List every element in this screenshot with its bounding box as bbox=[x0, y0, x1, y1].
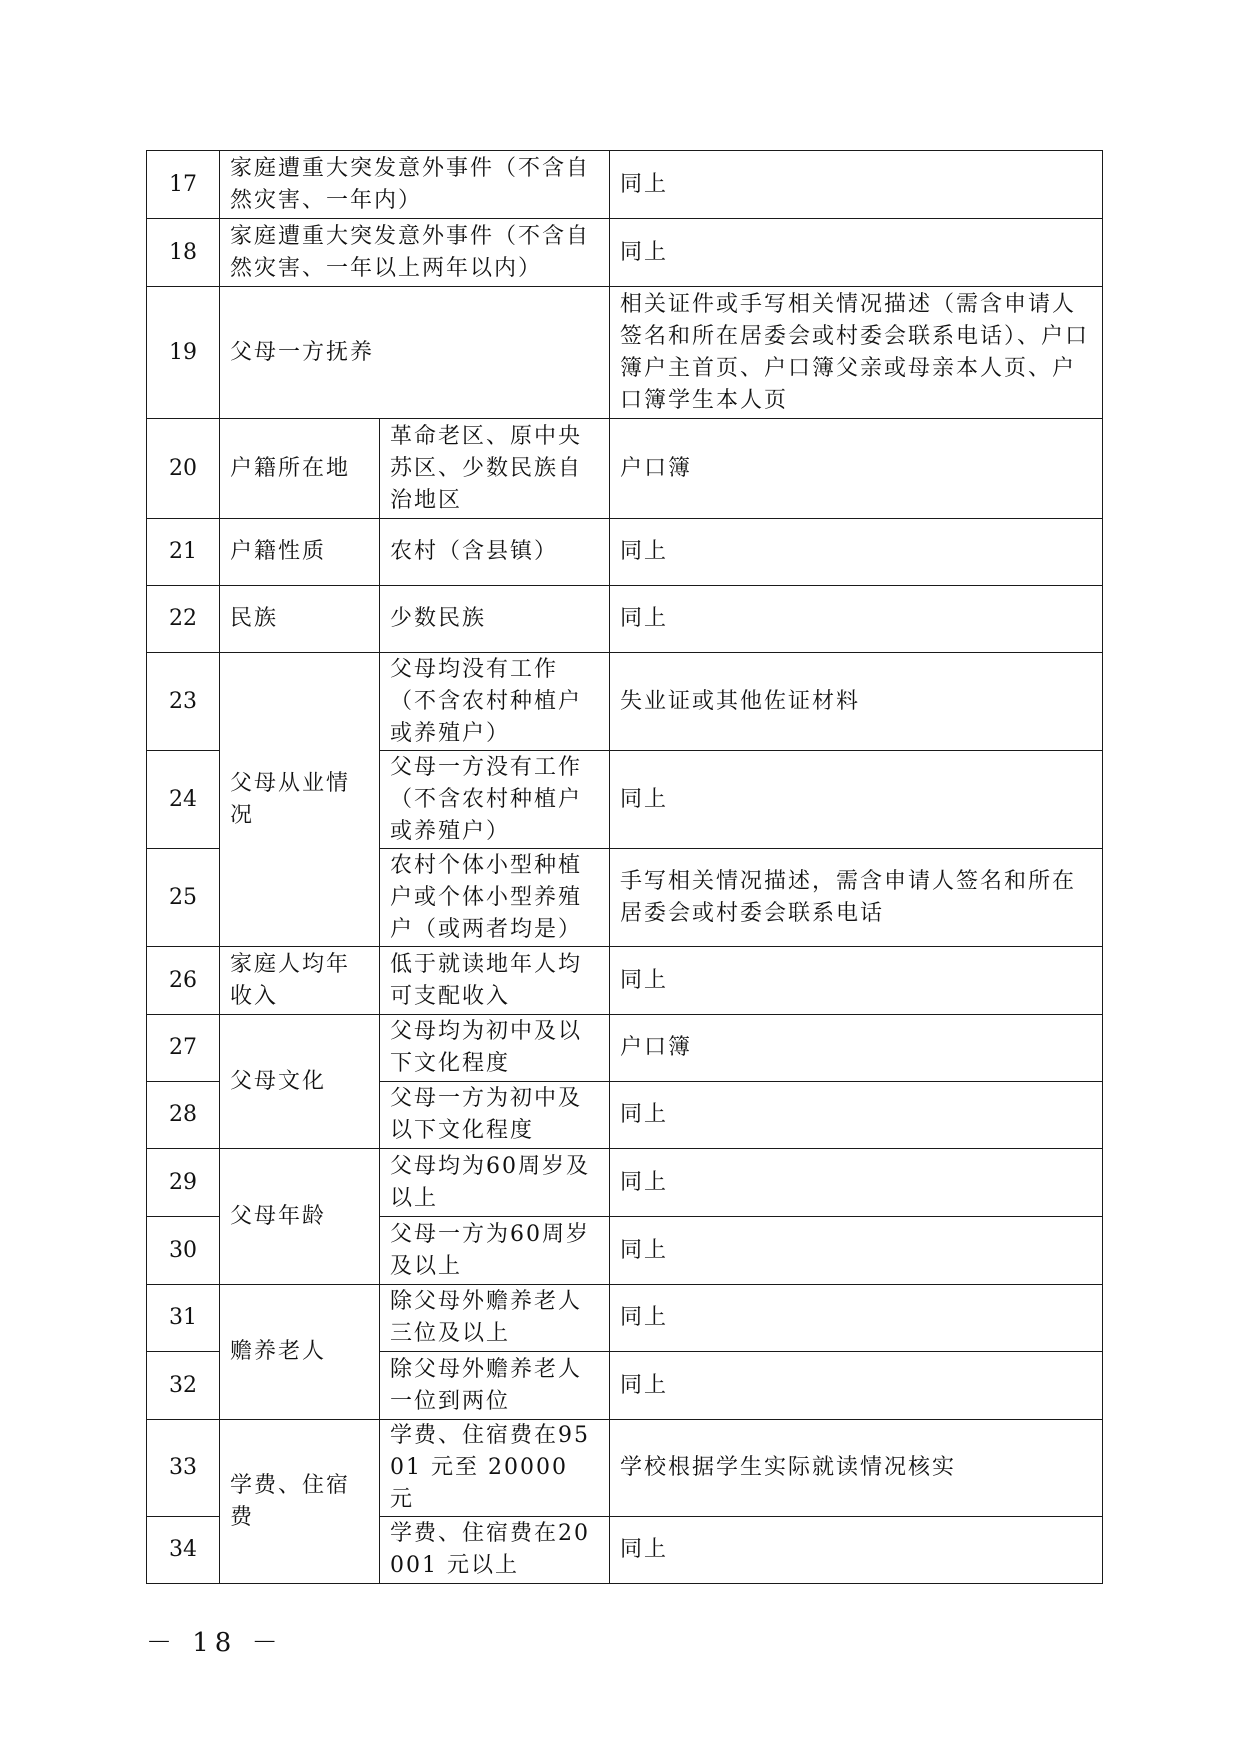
category-cell: 户籍性质 bbox=[220, 519, 380, 586]
category-cell: 学费、住宿费 bbox=[220, 1420, 380, 1584]
requirements-table bbox=[146, 150, 1103, 1584]
condition-cell: 父母一方为初中及以下文化程度 bbox=[380, 1082, 610, 1149]
table-row bbox=[147, 1285, 1103, 1352]
proof-cell: 同上 bbox=[610, 219, 1103, 287]
proof-cell: 同上 bbox=[610, 751, 1103, 849]
condition-cell: 父母均为60周岁及以上 bbox=[380, 1149, 610, 1217]
row-number: 30 bbox=[147, 1217, 220, 1285]
proof-cell: 学校根据学生实际就读情况核实 bbox=[610, 1420, 1103, 1517]
row-number: 24 bbox=[147, 751, 220, 849]
row-number: 29 bbox=[147, 1149, 220, 1217]
row-number: 21 bbox=[147, 519, 220, 586]
condition-cell: 除父母外赡养老人一位到两位 bbox=[380, 1352, 610, 1420]
category-cell: 父母年龄 bbox=[220, 1149, 380, 1285]
table-row bbox=[147, 653, 1103, 751]
condition-cell: 学费、住宿费在20001 元以上 bbox=[380, 1517, 610, 1584]
category-cell: 父母从业情况 bbox=[220, 653, 380, 947]
row-number: 18 bbox=[147, 219, 220, 287]
condition-cell: 农村（含县镇） bbox=[380, 519, 610, 586]
table-row bbox=[147, 1015, 1103, 1082]
table-row bbox=[147, 1149, 1103, 1217]
table-row bbox=[147, 1420, 1103, 1517]
condition-cell: 少数民族 bbox=[380, 586, 610, 653]
item-cell: 父母一方抚养 bbox=[220, 287, 610, 419]
row-number: 33 bbox=[147, 1420, 220, 1517]
row-number: 27 bbox=[147, 1015, 220, 1082]
proof-cell: 同上 bbox=[610, 1149, 1103, 1217]
table-row bbox=[147, 419, 1103, 519]
row-number: 34 bbox=[147, 1517, 220, 1584]
row-number: 17 bbox=[147, 151, 220, 219]
table-row bbox=[147, 151, 1103, 219]
row-number: 28 bbox=[147, 1082, 220, 1149]
condition-cell: 除父母外赡养老人三位及以上 bbox=[380, 1285, 610, 1352]
row-number: 32 bbox=[147, 1352, 220, 1420]
proof-cell: 同上 bbox=[610, 1352, 1103, 1420]
proof-cell: 同上 bbox=[610, 1517, 1103, 1584]
row-number: 23 bbox=[147, 653, 220, 751]
proof-cell: 同上 bbox=[610, 151, 1103, 219]
table-row bbox=[147, 519, 1103, 586]
category-cell: 户籍所在地 bbox=[220, 419, 380, 519]
row-number: 31 bbox=[147, 1285, 220, 1352]
condition-cell: 革命老区、原中央苏区、少数民族自治地区 bbox=[380, 419, 610, 519]
table-row bbox=[147, 219, 1103, 287]
proof-cell: 同上 bbox=[610, 1082, 1103, 1149]
row-number: 20 bbox=[147, 419, 220, 519]
category-cell: 赡养老人 bbox=[220, 1285, 380, 1420]
row-number: 19 bbox=[147, 287, 220, 419]
condition-cell: 父母一方没有工作（不含农村种植户或养殖户） bbox=[380, 751, 610, 849]
proof-cell: 同上 bbox=[610, 519, 1103, 586]
condition-cell: 父母一方为60周岁及以上 bbox=[380, 1217, 610, 1285]
table-row bbox=[147, 287, 1103, 419]
row-number: 26 bbox=[147, 947, 220, 1015]
table-row bbox=[147, 947, 1103, 1015]
page-number: － 18 － bbox=[146, 1628, 284, 1658]
category-cell: 父母文化 bbox=[220, 1015, 380, 1149]
proof-cell: 失业证或其他佐证材料 bbox=[610, 653, 1103, 751]
condition-cell: 父母均没有工作（不含农村种植户或养殖户） bbox=[380, 653, 610, 751]
item-cell: 家庭遭重大突发意外事件（不含自然灾害、一年以上两年以内） bbox=[220, 219, 610, 287]
proof-cell: 手写相关情况描述，需含申请人签名和所在居委会或村委会联系电话 bbox=[610, 849, 1103, 947]
condition-cell: 低于就读地年人均可支配收入 bbox=[380, 947, 610, 1015]
proof-cell: 同上 bbox=[610, 1285, 1103, 1352]
proof-cell: 户口簿 bbox=[610, 1015, 1103, 1082]
proof-cell: 同上 bbox=[610, 947, 1103, 1015]
proof-cell: 相关证件或手写相关情况描述（需含申请人签名和所在居委会或村委会联系电话）、户口簿户主首页、户口簿父亲或母亲本人页、户口簿学生本人页 bbox=[610, 287, 1103, 419]
category-cell: 家庭人均年收入 bbox=[220, 947, 380, 1015]
table-row bbox=[147, 586, 1103, 653]
row-number: 22 bbox=[147, 586, 220, 653]
condition-cell: 学费、住宿费在9501 元至 20000 元 bbox=[380, 1420, 610, 1517]
proof-cell: 户口簿 bbox=[610, 419, 1103, 519]
item-cell: 家庭遭重大突发意外事件（不含自然灾害、一年内） bbox=[220, 151, 610, 219]
proof-cell: 同上 bbox=[610, 586, 1103, 653]
condition-cell: 父母均为初中及以下文化程度 bbox=[380, 1015, 610, 1082]
condition-cell: 农村个体小型种植户或个体小型养殖户（或两者均是） bbox=[380, 849, 610, 947]
category-cell: 民族 bbox=[220, 586, 380, 653]
proof-cell: 同上 bbox=[610, 1217, 1103, 1285]
row-number: 25 bbox=[147, 849, 220, 947]
